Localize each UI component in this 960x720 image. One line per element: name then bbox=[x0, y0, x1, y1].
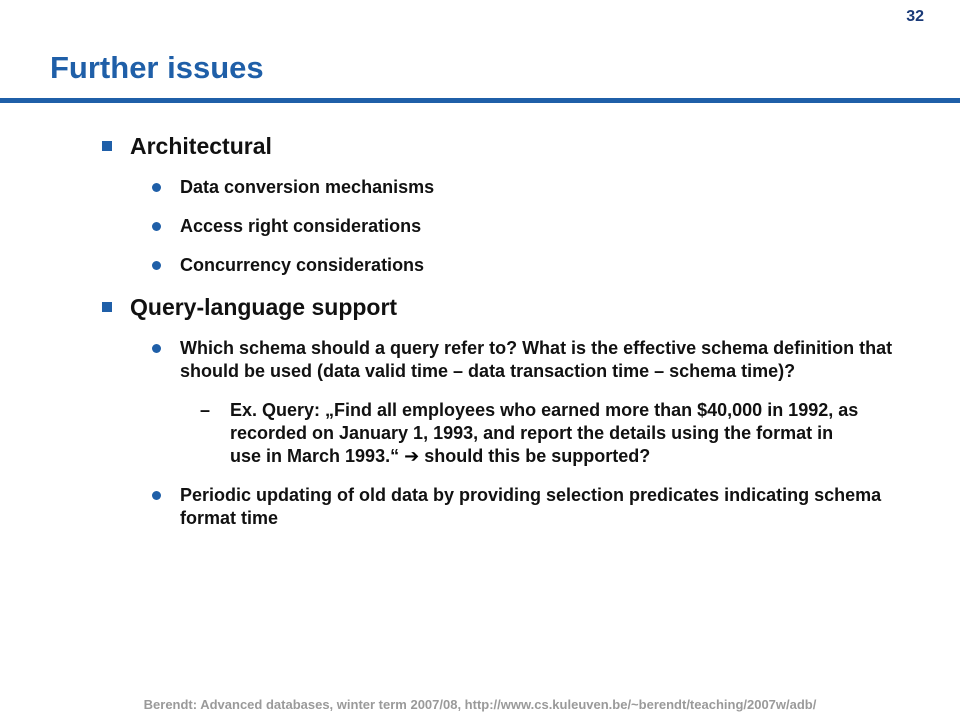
round-bullet-icon bbox=[152, 183, 161, 192]
list-item bbox=[146, 176, 920, 199]
list-item-text: Access right considerations bbox=[180, 216, 422, 236]
right-arrow-icon: ➔ bbox=[404, 446, 420, 467]
example-text: Ex. Query: „Find all employees who earned more than $40,000 in 1992, as recorded on January 1, 1993, and report the details using the format in use in March 1993.“ bbox=[230, 400, 859, 466]
list-item-text: Which schema should a query refer to? What is the effective schema definition that should be used (data valid time – data transaction time – schema time)? bbox=[180, 338, 893, 381]
bullet-heading: Query-language support bbox=[130, 294, 398, 320]
list-item bbox=[146, 254, 920, 277]
title-divider bbox=[0, 98, 960, 103]
slide-footer: Berendt: Advanced databases, winter term 2007/08, http://www.cs.kuleuven.be/~berendt/teaching/2007w/adb/ bbox=[143, 697, 817, 712]
round-bullet-icon bbox=[152, 344, 161, 353]
square-bullet-icon bbox=[102, 141, 112, 151]
list-item-text: Concurrency considerations bbox=[180, 255, 425, 275]
square-bullet-icon bbox=[102, 302, 112, 312]
round-bullet-icon bbox=[152, 261, 161, 270]
list-item bbox=[146, 215, 920, 238]
list-item-text: Data conversion mechanisms bbox=[180, 177, 435, 197]
bullet-architectural bbox=[100, 132, 920, 160]
query-language-subitems-2 bbox=[146, 484, 920, 530]
list-item-text: Periodic updating of old data by providing selection predicates indicating schema format time bbox=[180, 485, 882, 528]
example-item bbox=[182, 399, 860, 468]
round-bullet-icon bbox=[152, 222, 161, 231]
architectural-subitems bbox=[146, 176, 920, 277]
list-item bbox=[146, 337, 920, 383]
round-bullet-icon bbox=[152, 491, 161, 500]
slide-content bbox=[100, 132, 920, 546]
slide-number: 32 bbox=[906, 8, 924, 25]
slide-title: Further issues bbox=[50, 50, 264, 85]
dash-bullet: – bbox=[200, 400, 211, 420]
list-item bbox=[146, 484, 920, 530]
query-language-subitems bbox=[146, 337, 920, 383]
bullet-query-language bbox=[100, 293, 920, 321]
example-tail: should this be supported? bbox=[424, 446, 651, 466]
bullet-heading: Architectural bbox=[130, 133, 272, 159]
